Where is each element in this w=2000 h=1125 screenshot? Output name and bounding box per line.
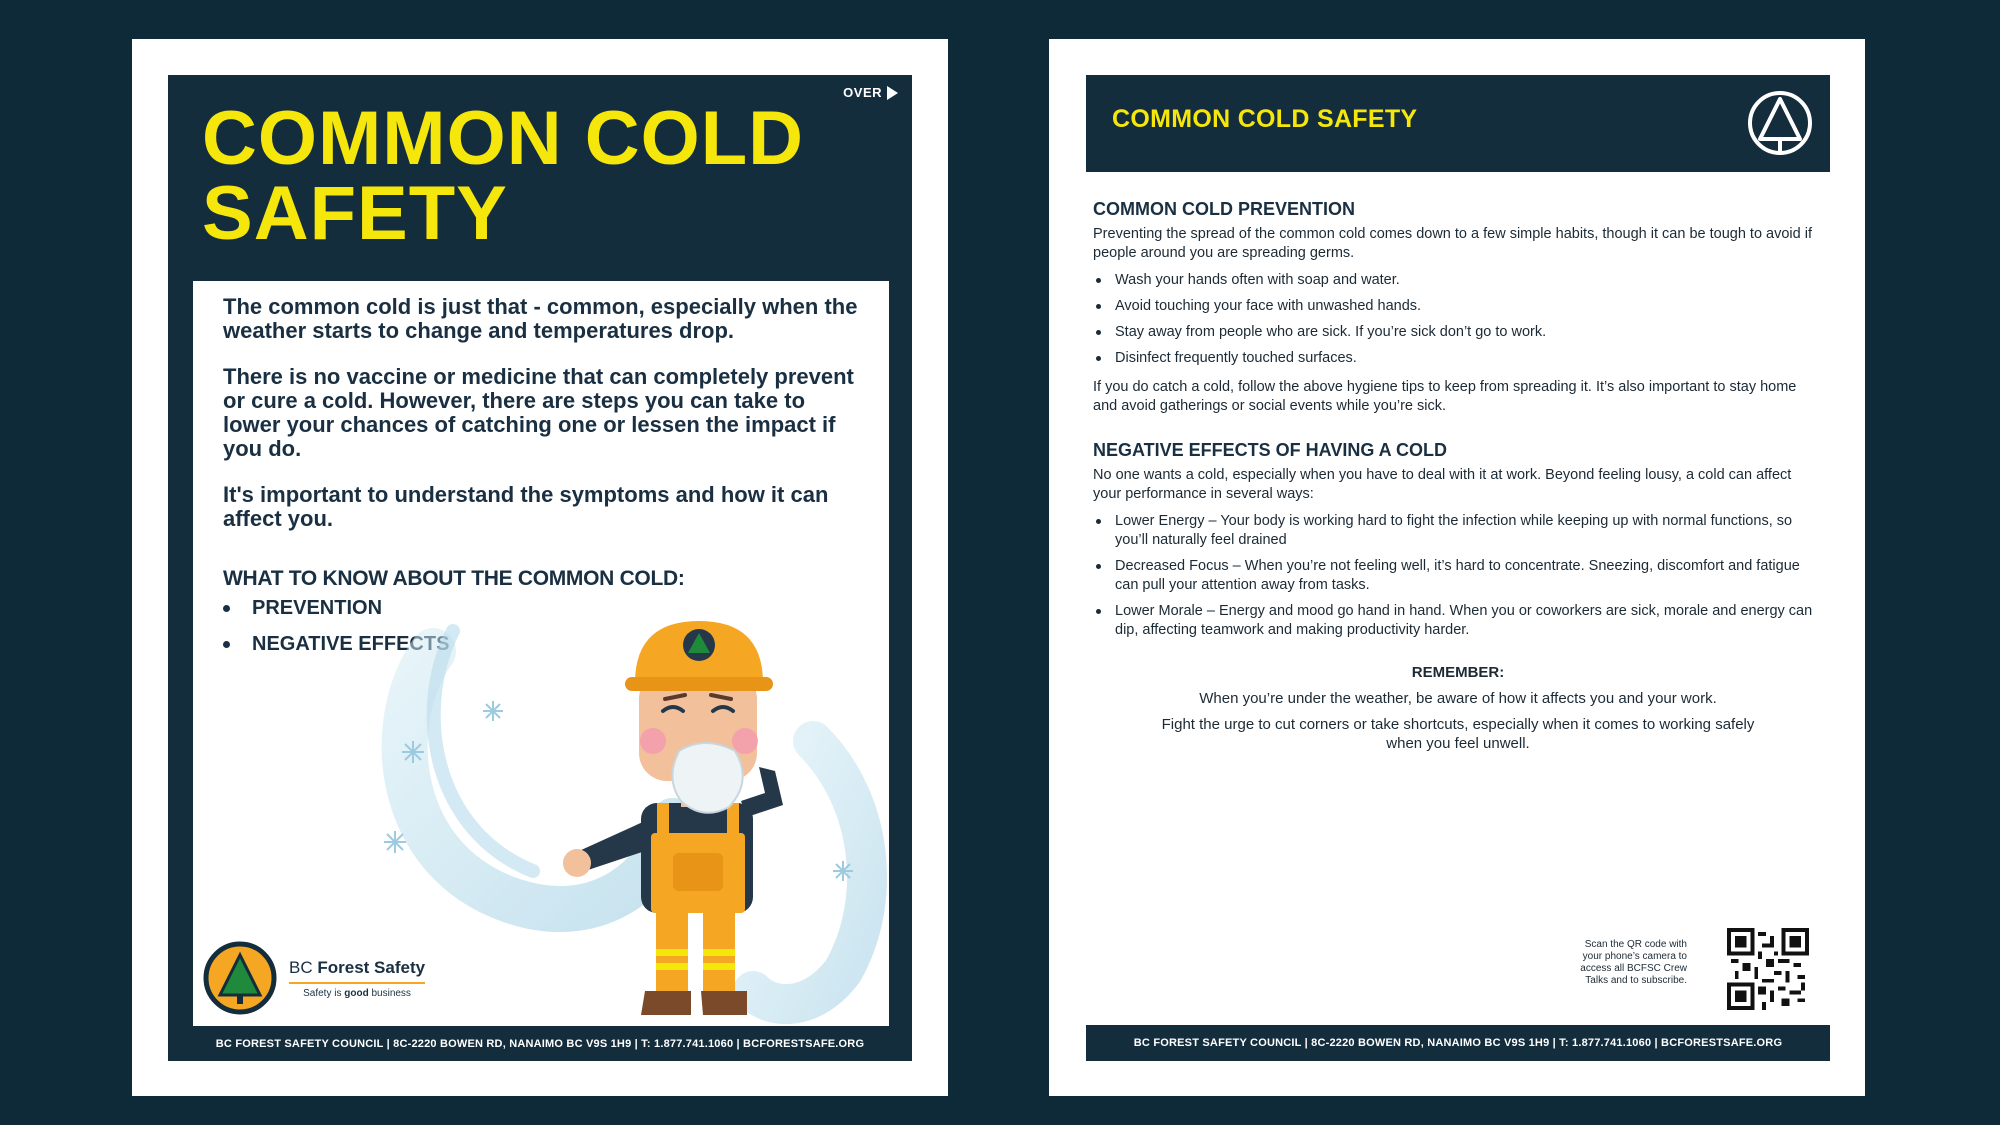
title-line-2: SAFETY xyxy=(202,171,508,256)
topic-label: NEGATIVE EFFECTS xyxy=(252,633,450,655)
prevention-list xyxy=(1093,271,1823,368)
qr-code[interactable] xyxy=(1727,928,1809,1010)
intro-text xyxy=(223,295,863,553)
remember-box xyxy=(1093,664,1823,753)
effects-list xyxy=(1093,512,1823,640)
over-link[interactable] xyxy=(843,85,898,100)
list-item: Lower Morale – Energy and mood go hand in hand. When you or coworkers are sick, morale and energy can dip, affecting teamwork and making productivity harder. xyxy=(1093,602,1823,640)
list-item: Disinfect frequently touched surfaces. xyxy=(1093,349,1823,368)
over-label: OVER xyxy=(843,85,882,100)
page-title xyxy=(202,96,805,256)
list-item: Stay away from people who are sick. If you’re sick don’t go to work. xyxy=(1093,323,1823,342)
front-navy-frame xyxy=(168,75,912,1061)
intro-paragraph: There is no vaccine or medicine that can completely prevent or cure a cold. However, there are steps you can take to lower your chances of catching one or lessen the impact if you do. xyxy=(223,364,854,461)
tree-logo-icon xyxy=(1746,89,1814,157)
topics-heading: WHAT TO KNOW ABOUT THE COMMON COLD: xyxy=(223,567,685,590)
play-arrow-icon xyxy=(887,86,898,100)
remember-heading: REMEMBER: xyxy=(1411,664,1505,681)
qr-instructions: Scan the QR code with your phone’s camera to access all BCFSC Crew Talks and to subscribe. xyxy=(1580,939,1687,986)
back-header-bar xyxy=(1086,75,1830,172)
forest-safety-logo-icon xyxy=(203,941,277,1015)
back-header-title: COMMON COLD SAFETY xyxy=(1112,105,1418,133)
remember-line: Fight the urge to cut corners or take shortcuts, especially when it comes to working safely when you feel unwell. xyxy=(1161,716,1755,752)
back-body xyxy=(1093,199,1823,760)
intro-paragraph: The common cold is just that - common, especially when the weather starts to change and temperatures drop. xyxy=(223,294,858,343)
effects-heading: NEGATIVE EFFECTS OF HAVING A COLD xyxy=(1093,440,1448,460)
prevention-heading: COMMON COLD PREVENTION xyxy=(1093,199,1356,219)
remember-line: When you’re under the weather, be aware of how it affects you and your work. xyxy=(1199,690,1717,707)
title-line-1: COMMON COLD xyxy=(202,96,805,181)
worker-figure xyxy=(563,621,783,1015)
logo-tagline: Safety is good business xyxy=(303,987,411,999)
front-footer-contact: BC FOREST SAFETY COUNCIL | 8C-2220 BOWEN RD, NANAIMO BC V9S 1H9 | T: 1.877.741.1060 | BCFORESTSAFE.ORG xyxy=(215,1037,865,1050)
list-item: Lower Energy – Your body is working hard to fight the infection while keeping up with normal functions, so you’ll naturally feel drained xyxy=(1093,512,1823,550)
prevention-outro: If you do catch a cold, follow the above hygiene tips to keep from spreading it. It’s also important to stay home and avoid gatherings or social events while you’re sick. xyxy=(1093,379,1797,414)
front-content-panel xyxy=(193,281,889,1026)
topic-label: PREVENTION xyxy=(252,597,383,619)
logo-name: BC Forest Safety xyxy=(289,958,425,984)
bc-forest-safety-logo xyxy=(203,941,425,1015)
list-item: Decreased Focus – When you’re not feeling well, it’s hard to concentrate. Sneezing, discomfort and fatigue can pull your attention away from tasks. xyxy=(1093,557,1823,595)
flyer-page-back xyxy=(1049,39,1865,1096)
list-item: Avoid touching your face with unwashed hands. xyxy=(1093,297,1823,316)
back-footer-contact: BC FOREST SAFETY COUNCIL | 8C-2220 BOWEN RD, NANAIMO BC V9S 1H9 | T: 1.877.741.1060 | BCFORESTSAFE.ORG xyxy=(1086,1025,1830,1061)
flyer-page-front xyxy=(132,39,948,1096)
bullet-icon xyxy=(223,605,230,612)
list-item: Wash your hands often with soap and water. xyxy=(1093,271,1823,290)
prevention-intro: Preventing the spread of the common cold comes down to a few simple habits, though it can be tough to avoid if people around you are spreading germs. xyxy=(1093,226,1812,261)
bullet-icon xyxy=(223,641,230,648)
intro-paragraph: It's important to understand the symptoms and how it can affect you. xyxy=(223,482,829,531)
sick-worker-illustration xyxy=(373,571,889,1026)
effects-intro: No one wants a cold, especially when you have to deal with it at work. Beyond feeling lousy, a cold can affect your performance in several ways: xyxy=(1093,467,1792,502)
